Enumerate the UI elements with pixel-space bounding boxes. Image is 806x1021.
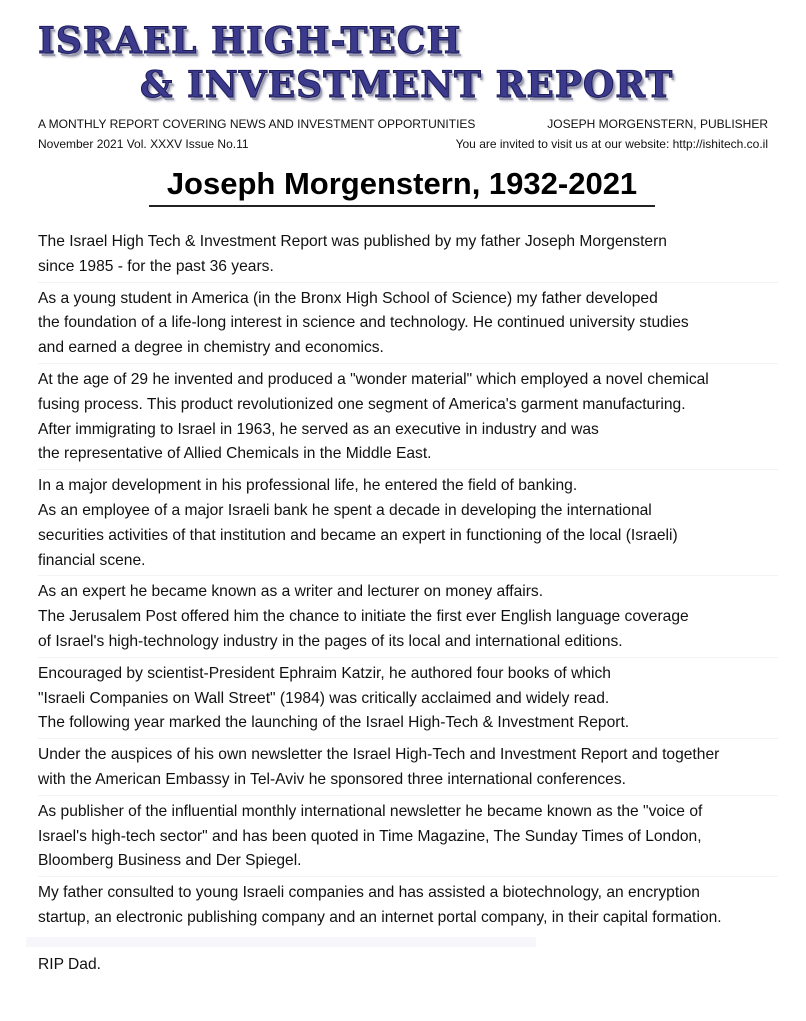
paragraph-line: securities activities of that institution and became an expert in functioning of the local (Israeli) [38,526,678,544]
paragraph-line: Bloomberg Business and Der Spiegel. [38,852,302,870]
article-title: Joseph Morgenstern, 1932-2021 [149,166,655,207]
paragraph-line: startup, an electronic publishing company and an internet portal company, in their capital formation. [38,908,722,926]
paragraph-line: with the American Embassy in Tel-Aviv he sponsored three international conferences. [38,770,626,788]
paragraph-line: As publisher of the influential monthly international newsletter he became known as the "voice of [38,802,703,820]
paragraph-line: The Israel High Tech & Investment Report was published by my father Joseph Morgenstern [38,233,667,250]
paragraph [38,743,778,796]
paragraph-line: At the age of 29 he invented and produced a "wonder material" which employed a novel chemical [38,370,709,388]
paragraph-line: the foundation of a life-long interest in science and technology. He continued university studies [38,314,689,332]
tagline: A MONTHLY REPORT COVERING NEWS AND INVESTMENT OPPORTUNITIES [38,117,476,131]
paragraph-line: My father consulted to young Israeli companies and has assisted a biotechnology, an encryption [38,884,700,902]
paragraph-line: After immigrating to Israel in 1963, he served as an executive in industry and was [38,420,599,438]
meta-row-bottom [38,137,768,151]
paragraph-line: Israel's high-tech sector" and has been quoted in Time Magazine, The Sunday Times of London, [38,827,702,845]
paragraph-line: Encouraged by scientist-President Ephraim Katzir, he authored four books of which [38,664,611,682]
closing-line: RIP Dad. [38,955,101,973]
paragraph-line: fusing process. This product revolutionized one segment of America's garment manufacturing. [38,395,686,413]
paragraph-line: "Israeli Companies on Wall Street" (1984) was critically acclaimed and widely read. [38,689,610,707]
paragraph-line: As an employee of a major Israeli bank he spent a decade in developing the international [38,501,652,519]
paragraph-list [38,230,778,933]
paragraph [38,287,778,364]
paragraph-line: As a young student in America (in the Bronx High School of Science) my father developed [38,289,658,307]
masthead-title-line-2: & INVESTMENT REPORT [140,64,674,106]
paragraph-line: The following year marked the launching of the Israel High-Tech & Investment Report. [38,714,630,732]
paragraph-line: financial scene. [38,551,146,569]
paragraph-line: Under the auspices of his own newsletter the Israel High-Tech and Investment Report and together [38,746,720,764]
website-invite: You are invited to visit us at our website: http://ishitech.co.il [455,137,768,151]
paragraph-line: The Jerusalem Post offered him the chance to initiate the first ever English language coverage [38,608,689,626]
paragraph-line: As an expert he became known as a writer and lecturer on money affairs. [38,583,544,601]
paragraph-line: the representative of Allied Chemicals in the Middle East. [38,445,432,463]
paragraph [38,230,778,283]
issue-info: November 2021 Vol. XXXV Issue No.11 [38,137,249,151]
paragraph-line: of Israel's high-technology industry in the pages of its local and international editions. [38,632,623,650]
paragraph [38,474,778,576]
paragraph [38,368,778,470]
paragraph [38,881,778,933]
masthead [0,0,806,110]
paragraph-line: since 1985 - for the past 36 years. [38,257,274,275]
meta-row-top [38,117,768,131]
paragraph-line: In a major development in his professional life, he entered the field of banking. [38,477,578,495]
publisher: JOSEPH MORGENSTERN, PUBLISHER [547,117,768,131]
masthead-title-line-1: ISRAEL HIGH-TECH [38,20,462,62]
paragraph [38,662,778,739]
divider [26,937,536,947]
paragraph [38,800,778,877]
paragraph-line: and earned a degree in chemistry and economics. [38,339,384,357]
article-body [38,230,778,977]
paragraph [38,580,778,657]
